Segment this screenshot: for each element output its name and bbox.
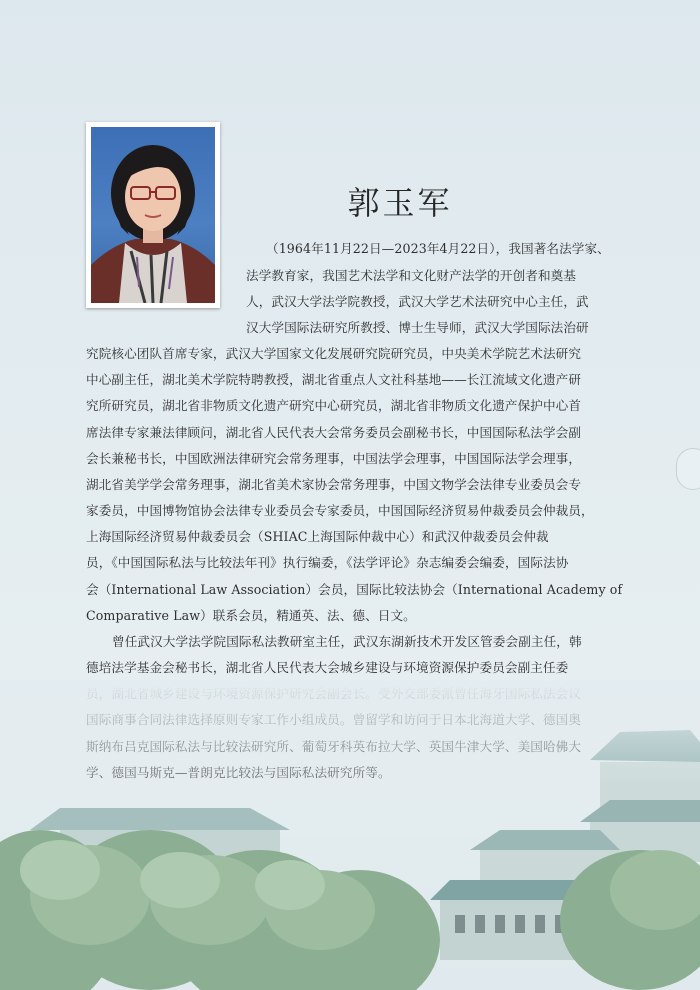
bio-line: 究院核心团队首席专家，武汉大学国家文化发展研究院研究员，中央美术学院艺术法研究 <box>86 346 582 361</box>
bio-line: 上海国际经济贸易仲裁委员会（SHIAC上海国际仲裁中心）和武汉仲裁委员会仲裁 <box>86 529 549 544</box>
campus-scenery-illustration <box>0 680 700 990</box>
bio-line: 湖北省美学学会常务理事，湖北省美术家协会常务理事，中国文物学会法律专业委员会专 <box>86 477 582 492</box>
bio-line: 员，《中国国际私法与比较法年刊》执行编委，《法学评论》杂志编委会编委，国际法协 <box>86 555 569 570</box>
bio-line: 家委员，中国博物馆协会法律专业委员会专家委员，中国国际经济贸易仲裁委员会仲裁员， <box>86 503 594 518</box>
bio-line: 中心副主任，湖北美术学院特聘教授，湖北省重点人文社科基地——长江流域文化遗产研 <box>86 372 582 387</box>
portrait-frame <box>86 122 220 308</box>
portrait-photo <box>91 127 215 303</box>
bio-line: 法学教育家，我国艺术法学和文化财产法学的开创者和奠基 <box>246 268 577 283</box>
bio-line: 会长兼秘书长，中国欧洲法律研究会常务理事，中国法学会理事，中国国际法学会理事， <box>86 451 582 466</box>
page-edge-tab <box>676 448 700 490</box>
bio-line: 人，武汉大学法学院教授，武汉大学艺术法研究中心主任，武 <box>246 294 589 309</box>
bio-line: 汉大学国际法研究所教授、博士生导师，武汉大学国际法治研 <box>246 320 589 335</box>
bio-line: 究所研究员，湖北省非物质文化遗产研究中心研究员，湖北省非物质文化遗产保护中心首 <box>86 398 582 413</box>
bio-line: （1964年11月22日—2023年4月22日），我国著名法学家、 <box>266 241 610 256</box>
page-title: 郭玉军 <box>347 184 453 222</box>
bio-line: Comparative Law）联系会员，精通英、法、德、日文。 <box>86 608 416 623</box>
bio-line: 席法律专家兼法律顾问，湖北省人民代表大会常务委员会副秘书长，中国国际私法学会副 <box>86 425 582 440</box>
bio-line: 德培法学基金会秘书长，湖北省人民代表大会城乡建设与环境资源保护委员会副主任委 <box>86 660 569 675</box>
bio-line: 曾任武汉大学法学院国际私法教研室主任，武汉东湖新技术开发区管委会副主任，韩 <box>112 634 582 649</box>
bio-line: 会（International Law Association）会员，国际比较法协会（International Academy of <box>86 582 623 597</box>
person-illustration <box>91 127 215 303</box>
